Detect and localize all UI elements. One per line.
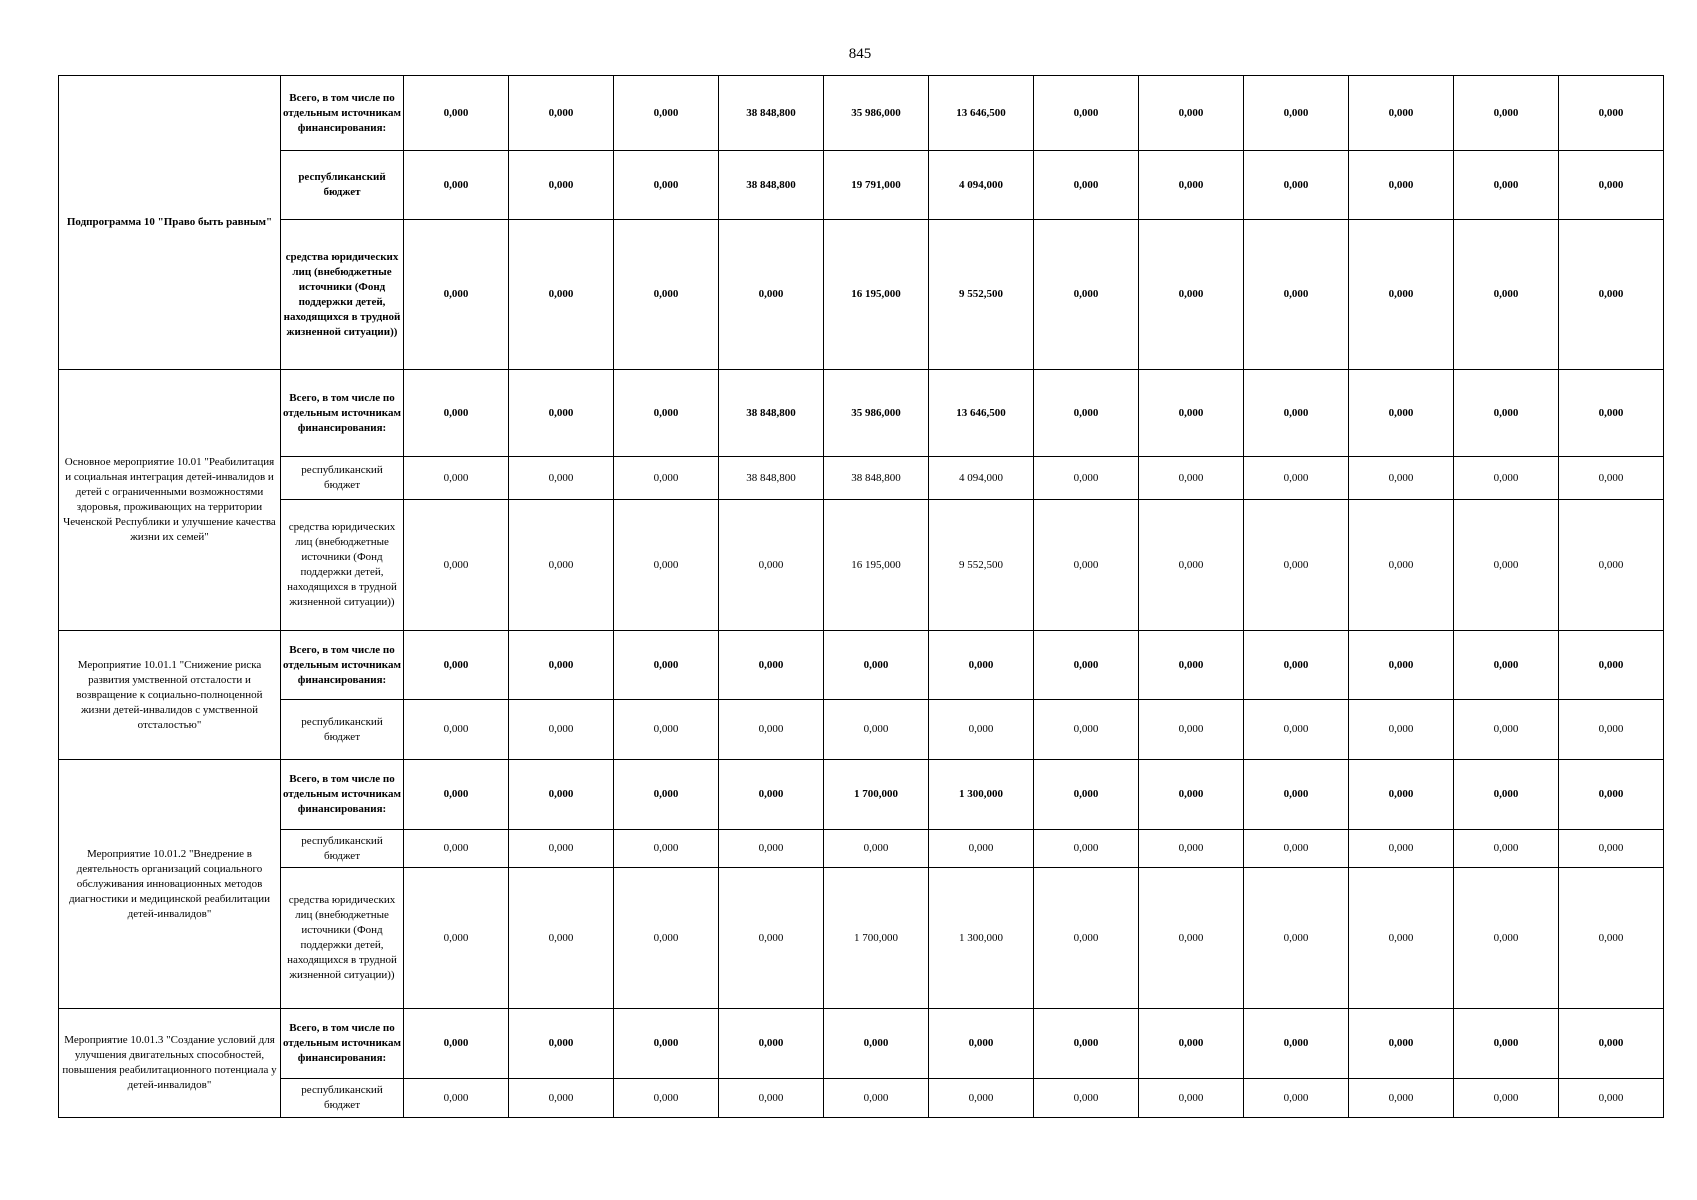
value-cell: 0,000 [614, 220, 719, 370]
value-cell: 0,000 [1454, 457, 1559, 500]
funding-source-cell: Всего, в том числе по отдельным источникам финансирования: [281, 370, 404, 457]
value-cell: 0,000 [719, 700, 824, 760]
value-cell: 0,000 [1244, 868, 1349, 1009]
value-cell: 0,000 [1559, 151, 1664, 220]
value-cell: 0,000 [1559, 370, 1664, 457]
value-cell: 0,000 [509, 868, 614, 1009]
value-cell: 0,000 [929, 830, 1034, 868]
page-number: 845 [848, 46, 872, 62]
table-row [59, 1009, 1664, 1079]
value-cell: 1 300,000 [929, 760, 1034, 830]
value-cell: 0,000 [1139, 151, 1244, 220]
value-cell: 0,000 [929, 700, 1034, 760]
value-cell: 0,000 [614, 760, 719, 830]
value-cell: 0,000 [509, 76, 614, 151]
value-cell: 4 094,000 [929, 457, 1034, 500]
value-cell: 0,000 [1559, 76, 1664, 151]
value-cell: 0,000 [1244, 631, 1349, 700]
value-cell: 0,000 [404, 220, 509, 370]
value-cell: 0,000 [1139, 370, 1244, 457]
table-row [59, 868, 1664, 1009]
value-cell: 0,000 [1139, 760, 1244, 830]
table-row [59, 500, 1664, 631]
value-cell: 9 552,500 [929, 500, 1034, 631]
value-cell: 0,000 [1244, 760, 1349, 830]
funding-source-cell: республиканский бюджет [281, 457, 404, 500]
value-cell: 0,000 [614, 370, 719, 457]
value-cell: 0,000 [1559, 830, 1664, 868]
value-cell: 0,000 [1244, 1079, 1349, 1118]
value-cell: 0,000 [509, 370, 614, 457]
value-cell: 0,000 [929, 1079, 1034, 1118]
table-row [59, 457, 1664, 500]
value-cell: 0,000 [614, 457, 719, 500]
value-cell: 0,000 [719, 500, 824, 631]
value-cell: 0,000 [404, 830, 509, 868]
value-cell: 0,000 [614, 868, 719, 1009]
value-cell: 0,000 [929, 1009, 1034, 1079]
value-cell: 0,000 [1139, 830, 1244, 868]
value-cell: 38 848,800 [824, 457, 929, 500]
value-cell: 0,000 [1559, 1009, 1664, 1079]
value-cell: 0,000 [1139, 1079, 1244, 1118]
value-cell: 0,000 [404, 868, 509, 1009]
value-cell: 0,000 [1244, 220, 1349, 370]
value-cell: 0,000 [1454, 76, 1559, 151]
funding-source-cell: республиканский бюджет [281, 700, 404, 760]
value-cell: 0,000 [509, 151, 614, 220]
value-cell: 0,000 [509, 700, 614, 760]
value-cell: 0,000 [1034, 457, 1139, 500]
value-cell: 0,000 [509, 220, 614, 370]
table-row [59, 1079, 1664, 1118]
value-cell: 0,000 [1349, 1009, 1454, 1079]
value-cell: 0,000 [509, 760, 614, 830]
value-cell: 0,000 [404, 1079, 509, 1118]
value-cell: 0,000 [1454, 151, 1559, 220]
value-cell: 0,000 [1559, 760, 1664, 830]
value-cell: 0,000 [824, 631, 929, 700]
value-cell: 35 986,000 [824, 76, 929, 151]
value-cell: 0,000 [614, 830, 719, 868]
program-name-cell: Мероприятие 10.01.1 "Снижение риска развития умственной отсталости и возвращение к социально-полноценной жизни детей-инвалидов с умственной отсталостью" [59, 631, 281, 760]
value-cell: 0,000 [614, 1079, 719, 1118]
value-cell: 0,000 [719, 220, 824, 370]
value-cell: 38 848,800 [719, 151, 824, 220]
value-cell: 0,000 [1349, 868, 1454, 1009]
value-cell: 0,000 [1454, 1009, 1559, 1079]
value-cell: 0,000 [1559, 631, 1664, 700]
value-cell: 0,000 [1244, 151, 1349, 220]
value-cell: 0,000 [1454, 220, 1559, 370]
value-cell: 0,000 [719, 1009, 824, 1079]
value-cell: 0,000 [1244, 700, 1349, 760]
value-cell: 0,000 [404, 76, 509, 151]
value-cell: 0,000 [1454, 830, 1559, 868]
value-cell: 0,000 [1244, 76, 1349, 151]
value-cell: 0,000 [1454, 631, 1559, 700]
value-cell: 0,000 [1244, 1009, 1349, 1079]
value-cell: 38 848,800 [719, 370, 824, 457]
value-cell: 4 094,000 [929, 151, 1034, 220]
funding-source-cell: средства юридических лиц (внебюджетные источники (Фонд поддержки детей, находящихся в трудной жизненной ситуации)) [281, 868, 404, 1009]
value-cell: 0,000 [1139, 1009, 1244, 1079]
value-cell: 0,000 [1454, 700, 1559, 760]
value-cell: 0,000 [1454, 500, 1559, 631]
table-row [59, 76, 1664, 151]
value-cell: 0,000 [1559, 457, 1664, 500]
funding-source-cell: Всего, в том числе по отдельным источникам финансирования: [281, 760, 404, 830]
funding-source-cell: республиканский бюджет [281, 830, 404, 868]
value-cell: 0,000 [719, 830, 824, 868]
value-cell: 0,000 [1349, 631, 1454, 700]
value-cell: 0,000 [1034, 500, 1139, 631]
value-cell: 0,000 [1349, 151, 1454, 220]
value-cell: 0,000 [1034, 868, 1139, 1009]
funding-source-cell: республиканский бюджет [281, 151, 404, 220]
table-row [59, 151, 1664, 220]
value-cell: 16 195,000 [824, 220, 929, 370]
value-cell: 0,000 [1244, 500, 1349, 631]
funding-source-cell: республиканский бюджет [281, 1079, 404, 1118]
value-cell: 0,000 [1244, 370, 1349, 457]
value-cell: 0,000 [1034, 830, 1139, 868]
value-cell: 0,000 [1034, 631, 1139, 700]
value-cell: 0,000 [1454, 1079, 1559, 1118]
value-cell: 0,000 [1559, 220, 1664, 370]
value-cell: 0,000 [1034, 1009, 1139, 1079]
value-cell: 0,000 [1454, 760, 1559, 830]
value-cell: 0,000 [1349, 370, 1454, 457]
value-cell: 0,000 [1349, 830, 1454, 868]
value-cell: 0,000 [1034, 76, 1139, 151]
program-name-cell: Подпрограмма 10 "Право быть равным" [59, 76, 281, 370]
value-cell: 0,000 [719, 868, 824, 1009]
value-cell: 0,000 [1139, 631, 1244, 700]
value-cell: 0,000 [1559, 500, 1664, 631]
value-cell: 0,000 [824, 830, 929, 868]
value-cell: 0,000 [1349, 76, 1454, 151]
table-row [59, 220, 1664, 370]
value-cell: 0,000 [1349, 700, 1454, 760]
value-cell: 1 700,000 [824, 760, 929, 830]
value-cell: 0,000 [1034, 151, 1139, 220]
value-cell: 38 848,800 [719, 76, 824, 151]
value-cell: 0,000 [1559, 700, 1664, 760]
table-row [59, 830, 1664, 868]
program-name-cell: Основное мероприятие 10.01 "Реабилитация и социальная интеграция детей-инвалидов и детей с ограниченными возможностями здоровья, проживающих на территории Чеченской Республики и улучшение качества жизни их семей" [59, 370, 281, 631]
value-cell: 0,000 [404, 500, 509, 631]
value-cell: 0,000 [1034, 700, 1139, 760]
value-cell: 0,000 [824, 1079, 929, 1118]
value-cell: 0,000 [929, 631, 1034, 700]
value-cell: 0,000 [1559, 1079, 1664, 1118]
value-cell: 0,000 [1139, 457, 1244, 500]
value-cell: 0,000 [719, 760, 824, 830]
funding-source-cell: Всего, в том числе по отдельным источникам финансирования: [281, 631, 404, 700]
value-cell: 38 848,800 [719, 457, 824, 500]
value-cell: 35 986,000 [824, 370, 929, 457]
value-cell: 0,000 [404, 151, 509, 220]
value-cell: 0,000 [1034, 220, 1139, 370]
value-cell: 9 552,500 [929, 220, 1034, 370]
funding-source-cell: Всего, в том числе по отдельным источникам финансирования: [281, 1009, 404, 1079]
value-cell: 0,000 [1244, 457, 1349, 500]
program-name-cell: Мероприятие 10.01.2 "Внедрение в деятельность организаций социального обслуживания инновационных методов диагностики и медицинской реабилитации детей-инвалидов" [59, 760, 281, 1009]
value-cell: 0,000 [824, 700, 929, 760]
value-cell: 0,000 [1139, 500, 1244, 631]
value-cell: 0,000 [509, 500, 614, 631]
value-cell: 0,000 [1349, 760, 1454, 830]
value-cell: 0,000 [1349, 1079, 1454, 1118]
value-cell: 0,000 [509, 830, 614, 868]
value-cell: 0,000 [1139, 220, 1244, 370]
budget-table-body [59, 76, 1664, 1118]
table-row [59, 370, 1664, 457]
value-cell: 0,000 [1559, 868, 1664, 1009]
value-cell: 0,000 [1034, 370, 1139, 457]
value-cell: 0,000 [719, 631, 824, 700]
table-row [59, 760, 1664, 830]
table-row [59, 631, 1664, 700]
budget-table [58, 75, 1664, 1118]
value-cell: 1 700,000 [824, 868, 929, 1009]
value-cell: 0,000 [614, 631, 719, 700]
value-cell: 0,000 [614, 76, 719, 151]
value-cell: 0,000 [404, 1009, 509, 1079]
value-cell: 19 791,000 [824, 151, 929, 220]
value-cell: 0,000 [404, 631, 509, 700]
value-cell: 16 195,000 [824, 500, 929, 631]
value-cell: 0,000 [1034, 760, 1139, 830]
value-cell: 0,000 [509, 457, 614, 500]
table-row [59, 700, 1664, 760]
value-cell: 0,000 [404, 370, 509, 457]
value-cell: 0,000 [1349, 220, 1454, 370]
value-cell: 0,000 [404, 457, 509, 500]
value-cell: 0,000 [824, 1009, 929, 1079]
value-cell: 13 646,500 [929, 370, 1034, 457]
value-cell: 0,000 [614, 151, 719, 220]
value-cell: 0,000 [614, 500, 719, 631]
value-cell: 0,000 [404, 760, 509, 830]
value-cell: 0,000 [404, 700, 509, 760]
value-cell: 0,000 [1349, 500, 1454, 631]
value-cell: 0,000 [614, 1009, 719, 1079]
value-cell: 0,000 [1349, 457, 1454, 500]
value-cell: 0,000 [509, 631, 614, 700]
value-cell: 0,000 [509, 1009, 614, 1079]
value-cell: 0,000 [1454, 370, 1559, 457]
value-cell: 1 300,000 [929, 868, 1034, 1009]
program-name-cell: Мероприятие 10.01.3 "Создание условий для улучшения двигательных способностей, повышения реабилитационного потенциала у детей-инвалидов" [59, 1009, 281, 1118]
value-cell: 13 646,500 [929, 76, 1034, 151]
value-cell: 0,000 [1454, 868, 1559, 1009]
value-cell: 0,000 [719, 1079, 824, 1118]
value-cell: 0,000 [614, 700, 719, 760]
funding-source-cell: Всего, в том числе по отдельным источникам финансирования: [281, 76, 404, 151]
value-cell: 0,000 [1034, 1079, 1139, 1118]
funding-source-cell: средства юридических лиц (внебюджетные источники (Фонд поддержки детей, находящихся в трудной жизненной ситуации)) [281, 220, 404, 370]
value-cell: 0,000 [1139, 76, 1244, 151]
value-cell: 0,000 [1139, 700, 1244, 760]
funding-source-cell: средства юридических лиц (внебюджетные источники (Фонд поддержки детей, находящихся в трудной жизненной ситуации)) [281, 500, 404, 631]
value-cell: 0,000 [509, 1079, 614, 1118]
value-cell: 0,000 [1244, 830, 1349, 868]
value-cell: 0,000 [1139, 868, 1244, 1009]
